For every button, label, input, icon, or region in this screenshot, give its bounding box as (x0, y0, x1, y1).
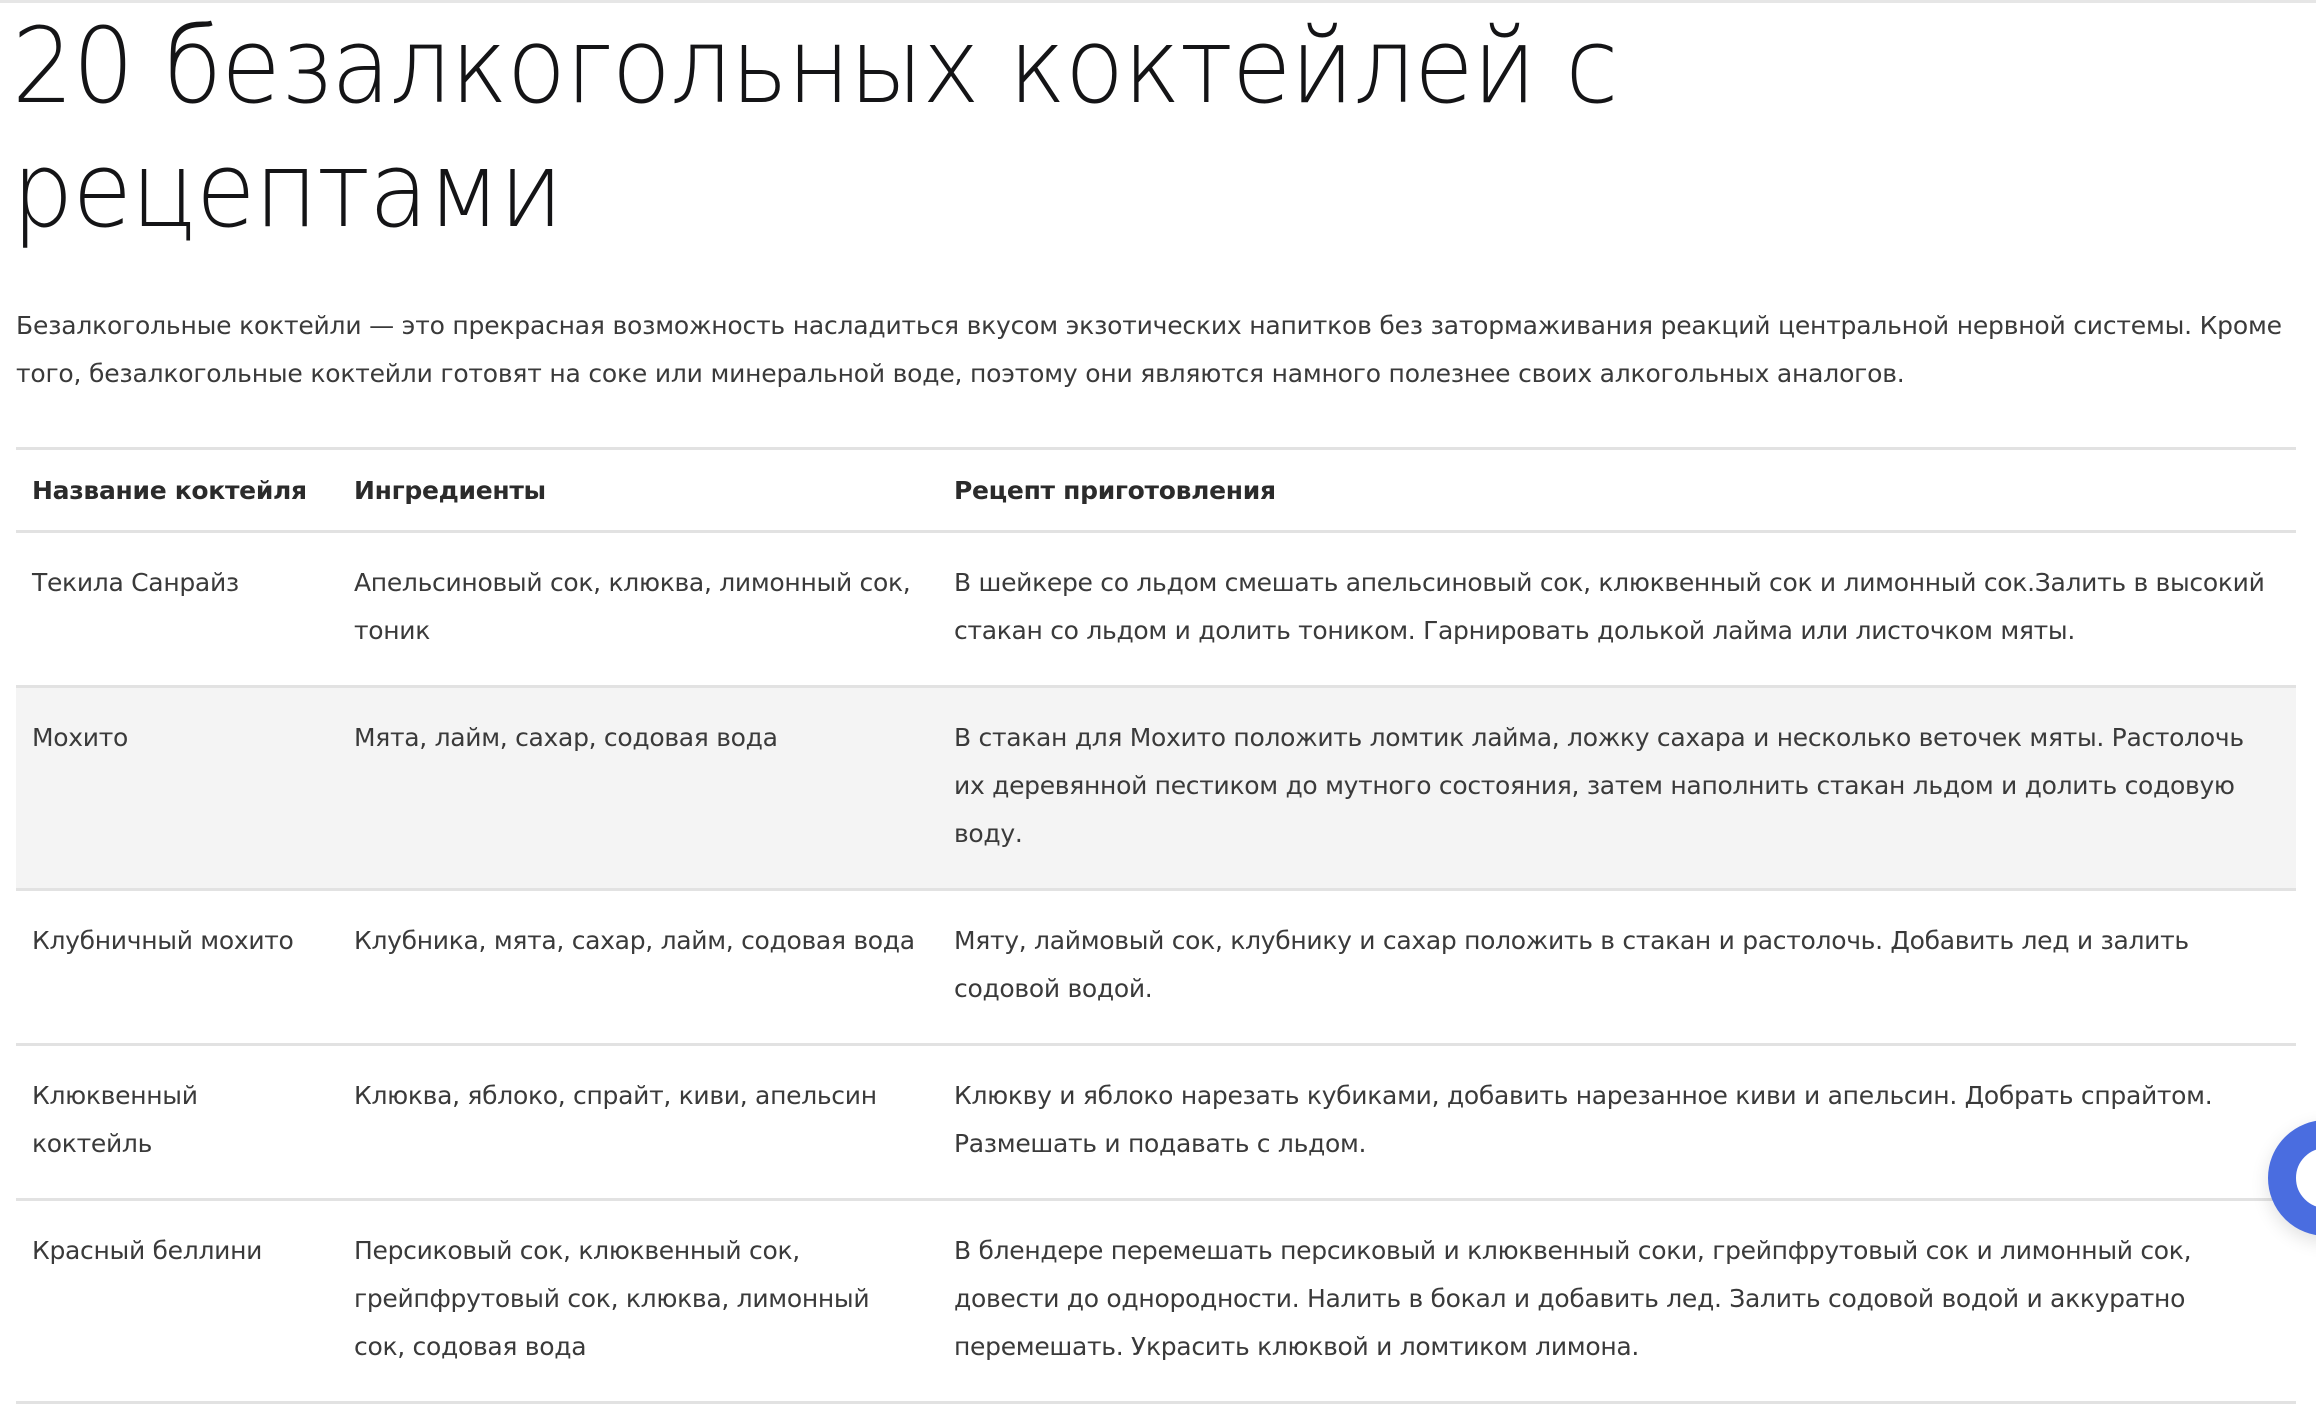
cocktail-name: Клюквенный коктейль (16, 1045, 338, 1200)
page-title: 20 безалкогольных коктейлей с рецептами (12, 5, 1618, 251)
cocktail-recipe: В шейкере со льдом смешать апельсиновый сок, клюквенный сок и лимонный сок.Залить в высокий стакан со льдом и долить тоником. Гарнировать долькой лайма или листочком мяты. (938, 532, 2296, 687)
cocktail-recipe: В стакан для Мохито положить ломтик лайма, ложку сахара и несколько веточек мяты. Растолочь их деревянной пестиком до мутного состояния, затем наполнить стакан льдом и долить содовую воду. (938, 687, 2296, 890)
cocktails-table-container (16, 447, 2296, 1404)
cocktail-recipe: Мяту, лаймовый сок, клубнику и сахар положить в стакан и растолочь. Добавить лед и залить содовой водой. (938, 890, 2296, 1045)
cocktail-ingredients: Персиковый сок, клюквенный сок, грейпфрутовый сок, клюква, лимонный сок, содовая вода (338, 1200, 938, 1403)
table-row (16, 890, 2296, 1045)
table-header-row (16, 449, 2296, 532)
table-row (16, 687, 2296, 890)
table-row (16, 532, 2296, 687)
cocktail-name: Красный беллини (16, 1200, 338, 1403)
cocktail-recipe: В блендере перемешать персиковый и клюквенный соки, грейпфрутовый сок и лимонный сок, довести до однородности. Налить в бокал и добавить лед. Залить содовой водой и аккуратно перемешать. Украсить клюквой и ломтиком лимона. (938, 1200, 2296, 1403)
table-row (16, 1045, 2296, 1200)
cocktail-ingredients: Клубника, мята, сахар, лайм, содовая вода (338, 890, 938, 1045)
top-divider (0, 0, 2316, 3)
header-ingredients: Ингредиенты (338, 449, 938, 532)
cocktail-recipe: Клюкву и яблоко нарезать кубиками, добавить нарезанное киви и апельсин. Добрать спрайтом. Размешать и подавать с льдом. (938, 1045, 2296, 1200)
cocktail-ingredients: Мята, лайм, сахар, содовая вода (338, 687, 938, 890)
header-recipe: Рецепт приготовления (938, 449, 2296, 532)
cocktail-name: Текила Санрайз (16, 532, 338, 687)
cocktails-table (16, 447, 2296, 1404)
cocktail-name: Мохито (16, 687, 338, 890)
table-row (16, 1200, 2296, 1403)
cocktail-ingredients: Клюква, яблоко, спрайт, киви, апельсин (338, 1045, 938, 1200)
intro-paragraph: Безалкогольные коктейли — это прекрасная возможность насладиться вкусом экзотических напитков без затормаживания реакций центральной нервной системы. Кроме того, безалкогольные коктейли готовят на соке или минеральной воде, поэтому они являются намного полезнее своих алкогольных аналогов. (16, 311, 2282, 388)
header-cocktail-name: Название коктейля (16, 449, 338, 532)
cocktail-name: Клубничный мохито (16, 890, 338, 1045)
cocktail-ingredients: Апельсиновый сок, клюква, лимонный сок, тоник (338, 532, 938, 687)
